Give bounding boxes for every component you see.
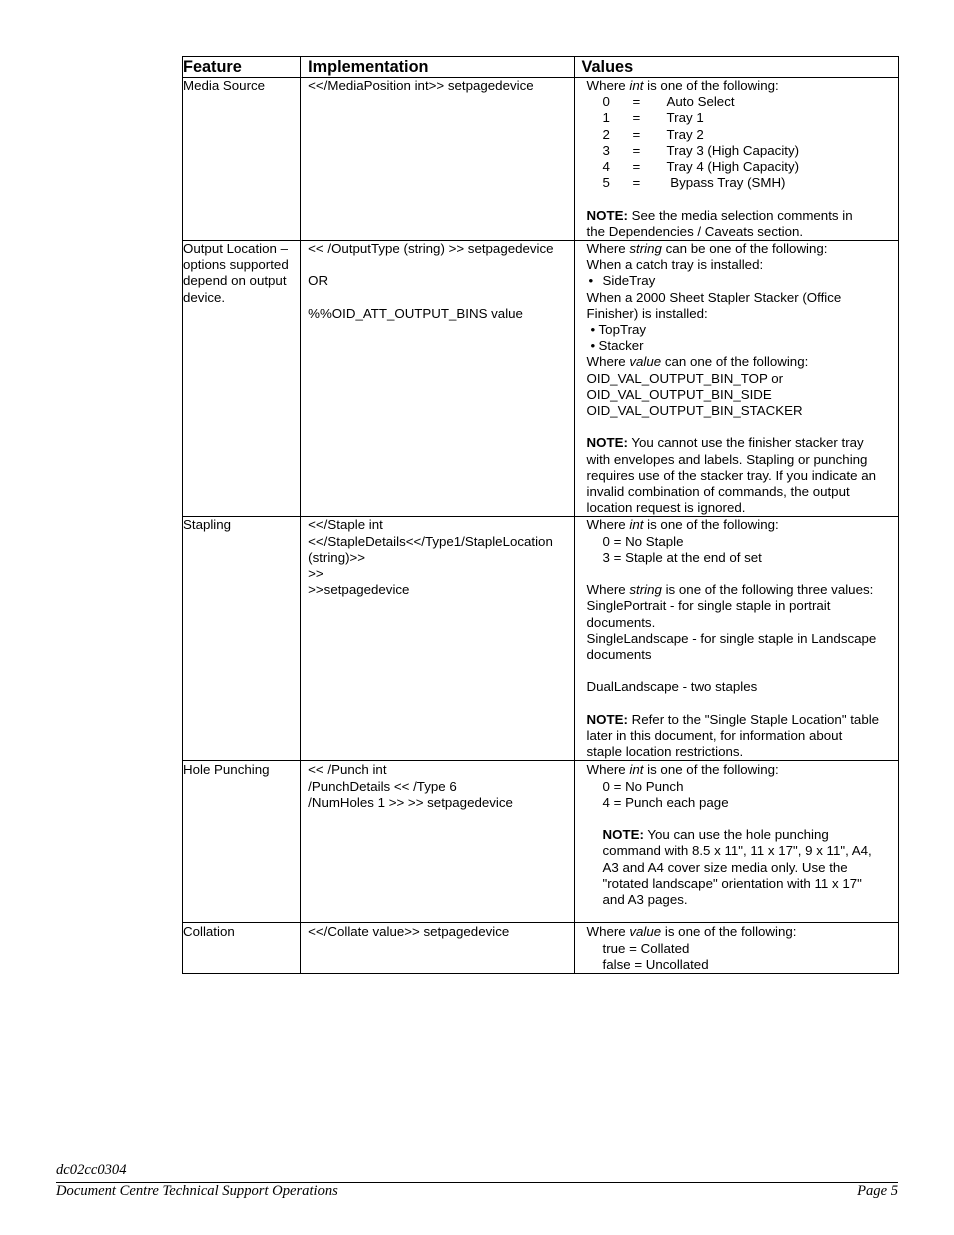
footer-title: Document Centre Technical Support Operations <box>56 1183 338 1199</box>
list-item: 4 = Tray 4 (High Capacity) <box>602 159 800 175</box>
header-feature: Feature <box>183 57 301 78</box>
list-item: 4 = Punch each page <box>602 794 729 810</box>
feature-cell: Stapling <box>183 517 301 761</box>
list-item: 0 = No Punch <box>602 778 684 794</box>
values-cell: Where int is one of the following: 0 = Auto Select 1 = Tray 1 2 = Tray 2 3 = Tray 3 (High Capacity) 4 = Tray 4 (High Capacity) 5 = Bypass Tray (SMH) NOTE: See the media selection comments in the Dependencies / Caveats section. <box>574 78 898 241</box>
list-item: true = Collated <box>602 940 690 956</box>
table-row-stapling <box>183 517 899 761</box>
list-item: 0 = Auto Select <box>602 94 735 110</box>
values-cell: Where string can be one of the following: When a catch tray is installed: • SideTray When a 2000 Sheet Stapler Stacker (Office Finisher) is installed: • TopTray • Stacker Where value can one of the following: OID_VAL_OUTPUT_BIN_TOP or OID_VAL_OUTPUT_BIN_SIDE OID_VAL_OUTPUT_BIN_STACKER NOTE: You cannot use the finisher stacker tray with envelopes and labels. Stapling or punching requires use of the stacker tray. If you indicate an invalid combination of commands, the output location request is ignored. <box>574 241 898 517</box>
note: NOTE: You cannot use the finisher stacker tray <box>586 435 864 451</box>
implementation-cell: << /Punch int /PunchDetails << /Type 6 /NumHoles 1 >> >> setpagedevice <box>301 761 574 923</box>
list-item: 0 = No Staple <box>602 533 684 549</box>
table-header-row <box>183 57 899 78</box>
feature-cell: Media Source <box>183 78 301 241</box>
list-item: false = Uncollated <box>602 956 709 972</box>
footer-doc-code: dc02cc0304 <box>56 1162 127 1178</box>
note: NOTE: You can use the hole punching <box>602 827 829 843</box>
implementation-cell: << /OutputType (string) >> setpagedevice OR %%OID_ATT_OUTPUT_BINS value <box>301 241 574 517</box>
feature-cell: Collation <box>183 923 301 974</box>
list-item: 3 = Tray 3 (High Capacity) <box>602 142 800 158</box>
note: NOTE: See the media selection comments in <box>586 207 853 223</box>
values-cell: Where int is one of the following: 0 = No Staple 3 = Staple at the end of set Where string is one of the following three values: SinglePortrait - for single staple in portrait documents. SingleLandscape - for single staple in Landscape documents DualLandscape - two staples NOTE: Refer to the "Single Staple Location" table later in this document, for information about staple location restrictions. <box>574 517 898 761</box>
values-cell: Where int is one of the following: 0 = No Punch 4 = Punch each page NOTE: You can use the hole punching command with 8.5 x 11", 11 x 17", 9 x 11", A4, A3 and A4 cover size media only. Use the "rotated landscape" orientation with 11 x 17" and A3 pages. <box>574 761 898 923</box>
list-item: • TopTray <box>587 322 898 338</box>
note: NOTE: Refer to the "Single Staple Location" table <box>586 711 880 727</box>
header-values: Values <box>574 57 898 78</box>
list-item: 5 = Bypass Tray (SMH) <box>602 175 786 191</box>
table-row-collation <box>183 923 899 974</box>
values-cell: Where value is one of the following: true = Collated false = Uncollated <box>574 923 898 974</box>
list-item: 3 = Staple at the end of set <box>602 549 762 565</box>
feature-cell: Output Location – options supported depend on output device. <box>183 241 301 517</box>
implementation-cell: <</Staple int <</StapleDetails<</Type1/StapleLocation (string)>> >> >>setpagedevice <box>301 517 574 761</box>
feature-cell: Hole Punching <box>183 761 301 923</box>
implementation-cell: <</MediaPosition int>> setpagedevice <box>301 78 574 241</box>
footer <box>56 1183 898 1200</box>
footer-page-number: Page 5 <box>857 1183 898 1199</box>
implementation-cell: <</Collate value>> setpagedevice <box>301 923 574 974</box>
table-row-hole-punching <box>183 761 899 923</box>
feature-table <box>182 56 899 974</box>
list-item: 2 = Tray 2 <box>602 126 704 142</box>
table-row-output-location <box>183 241 899 517</box>
list-item: • SideTray <box>587 273 898 289</box>
list-item: • Stacker <box>587 338 898 354</box>
header-implementation: Implementation <box>301 57 574 78</box>
table-row-media-source <box>183 78 899 241</box>
list-item: 1 = Tray 1 <box>602 110 704 126</box>
